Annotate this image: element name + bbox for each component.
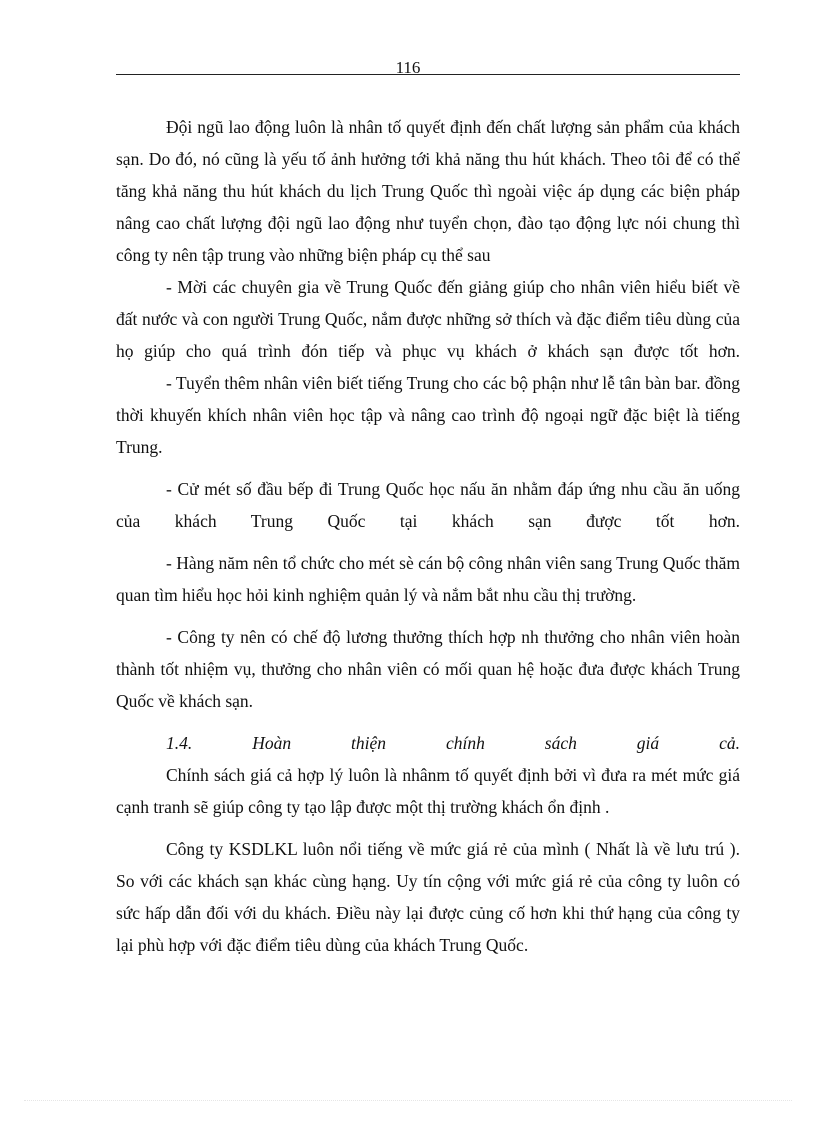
paragraph-bullet-study-tour: - Hàng năm nên tổ chức cho mét sè cán bộ công nhân viên sang Trung Quốc thăm quan tìm hiểu học hỏi kinh nghiệm quản lý và nắm bắt nhu cầu thị trường. — [116, 553, 740, 605]
document-body — [116, 111, 740, 961]
paragraph-bullet-recruit: - Tuyển thêm nhân viên biết tiếng Trung cho các bộ phận như lễ tân bàn bar. đồng thời khuyến khích nhân viên học tập và nâng cao trình độ ngoại ngữ đặc biệt là tiếng Trung. — [116, 373, 740, 457]
paragraph-intro: Đội ngũ lao động luôn là nhân tố quyết định đến chất lượng sản phẩm của khách sạn. Do đó, nó cũng là yếu tố ảnh hưởng tới khả năng thu hút khách. Theo tôi để có thể tăng khả năng thu hút khách du lịch Trung Quốc thì ngoài việc áp dụng các biện pháp nâng cao chất lượng đội ngũ lao động như tuyển chọn, đào tạo động lực nói chung thì công ty nên tập trung vào những biện pháp cụ thể sau — [116, 117, 740, 265]
paragraph-company-pricing: Công ty KSDLKL luôn nổi tiếng về mức giá rẻ của mình ( Nhất là về lưu trú ). So với các khách sạn khác cùng hạng. Uy tín cộng với mức giá rẻ của công ty luôn có sức hấp dẫn đối với du khách. Điều này lại được củng cố hơn khi thứ hạng của công ty lại phù hợp với đặc điểm tiêu dùng của khách Trung Quốc. — [116, 839, 740, 955]
page-number: 116 — [395, 58, 421, 77]
paragraph-bullet-experts: - Mời các chuyên gia về Trung Quốc đến giảng giúp cho nhân viên hiểu biết về đất nước và con người Trung Quốc, nắm được những sở thích và đặc điểm tiêu dùng của họ giúp cho quá trình đón tiếp và phục vụ khách ở khách sạn được tốt hơn. — [116, 277, 740, 361]
paragraph-bullet-chefs: - Cử mét số đầu bếp đi Trung Quốc học nấu ăn nhằm đáp ứng nhu cầu ăn uống của khách Trung Quốc tại khách sạn được tốt hơn. — [116, 479, 740, 531]
section-heading: 1.4. Hoàn thiện chính sách giá cả. — [166, 733, 740, 753]
paragraph-pricing-policy: Chính sách giá cả hợp lý luôn là nhânm tố quyết định bởi vì đưa ra mét mức giá cạnh tranh sẽ giúp công ty tạo lập được một thị trường khách ổn định . — [116, 765, 740, 817]
header-rule — [116, 74, 740, 75]
footer-rule — [24, 1100, 792, 1101]
paragraph-bullet-rewards: - Công ty nên có chế độ lương thưởng thích hợp nh thưởng cho nhân viên hoàn thành tốt nhiệm vụ, thưởng cho nhân viên có mối quan hệ hoặc đưa được khách Trung Quốc về khách sạn. — [116, 627, 740, 711]
